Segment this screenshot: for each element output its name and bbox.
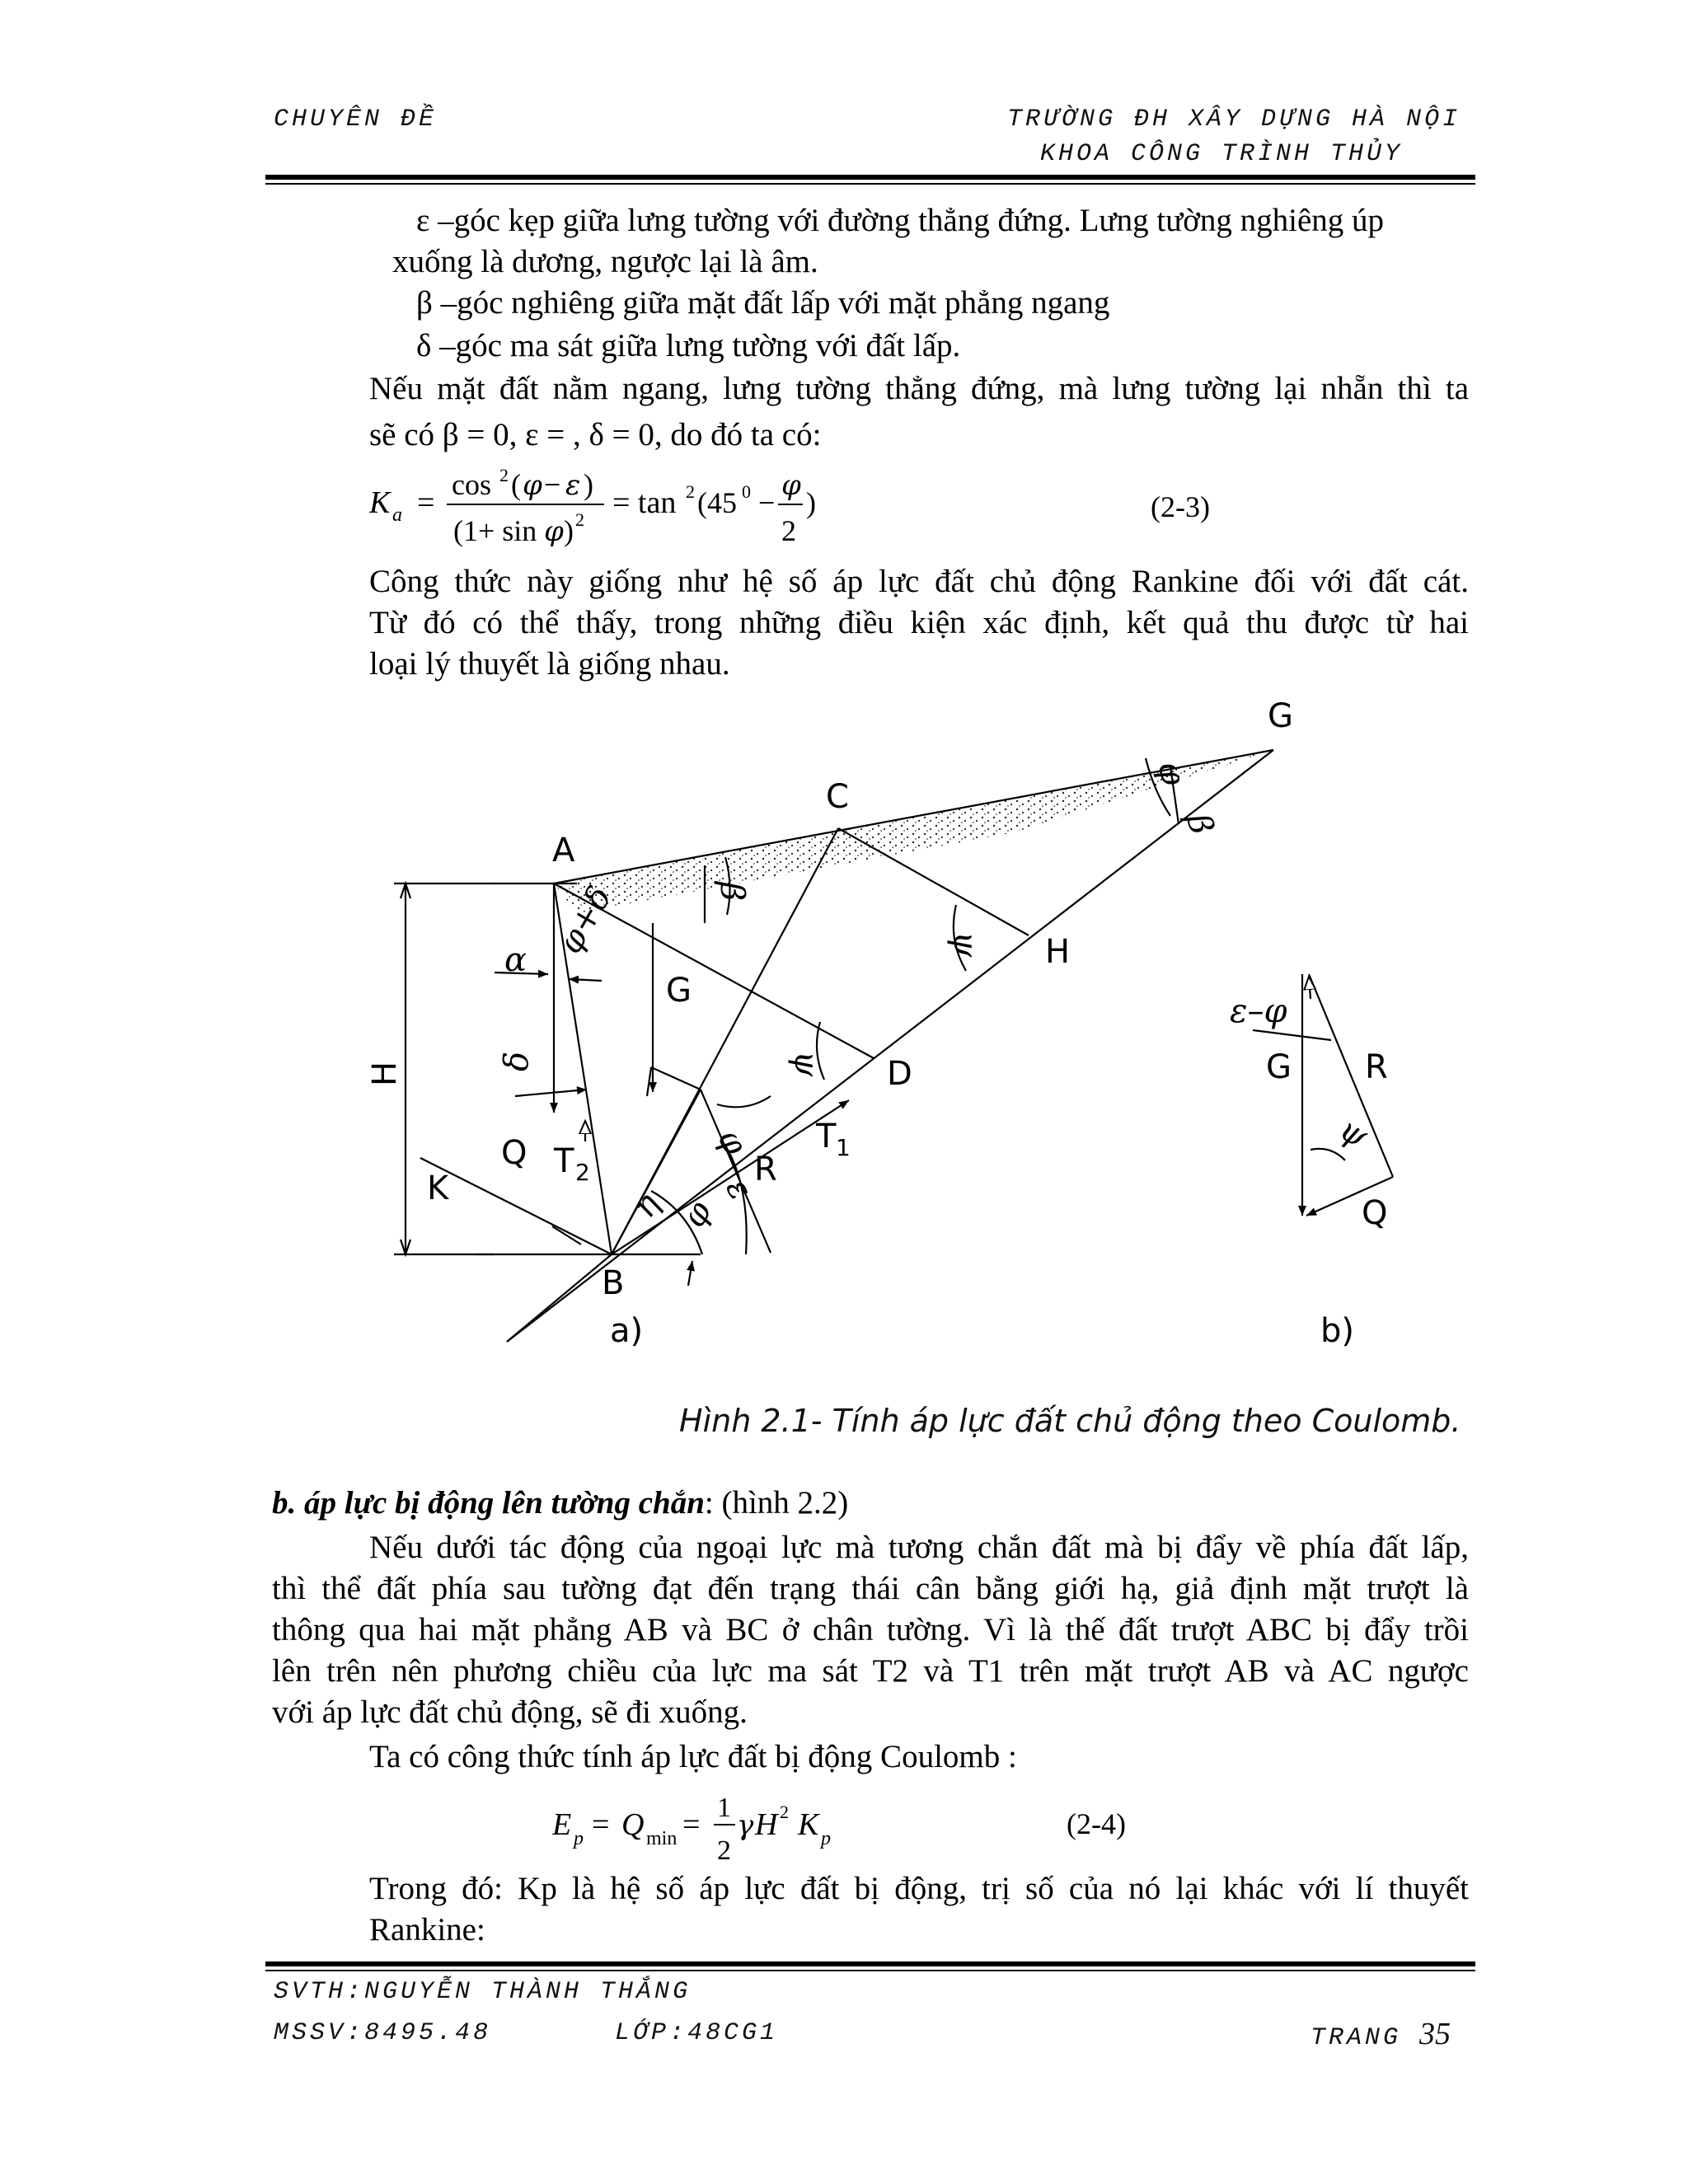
footer-page [1311,2016,1451,2052]
svg-text:): ) [564,514,574,547]
paragraph-5-line2: Rankine: [369,1912,485,1947]
footer-rule-thick [265,1961,1475,1966]
svg-text:φ: φ [523,469,542,502]
label-c: C [826,778,849,816]
footer-lop: LỚP:48CG1 [615,2019,779,2047]
label-t2-sub: 2 [575,1159,590,1186]
section-b-heading [272,1482,848,1525]
label-t2: T [554,1142,574,1180]
svg-text:): ) [584,468,593,501]
label-t1: T [816,1118,837,1155]
base-tick [552,1226,581,1244]
base-arrow-1 [688,1261,692,1286]
extension-line [507,1254,612,1342]
footer-page-label: TRANG [1311,2024,1402,2052]
def-epsilon-line2: xuống là dương, ngược lại là âm. [392,244,818,279]
equation-2-3-number: (2-3) [1151,490,1210,523]
b-eps-phi-line [1253,1030,1331,1040]
footer-mssv: MSSV:8495.48 [274,2019,492,2047]
label-phi-top: φ [1150,757,1193,790]
label-b: B [602,1264,625,1302]
b-apex-arrow [1309,977,1311,999]
svg-text:E: E [552,1807,572,1842]
label-eta: η [625,1186,668,1225]
paragraph-1-line2: sẽ có β = 0, ε = , δ = 0, do đó ta có: [369,417,822,452]
label-phi: φ [674,1194,720,1234]
paragraph-3-line5: với áp lực đất chủ động, sẽ đi xuống. [272,1694,748,1730]
svg-text:1: 1 [717,1793,731,1823]
b-label-psi: ψ [1333,1109,1375,1156]
svg-text:): ) [806,486,816,519]
footer-rule-thin [265,1970,1475,1971]
svg-text:2: 2 [686,481,695,502]
label-eps: ε [718,1172,760,1207]
svg-text:γ: γ [737,1809,754,1842]
svg-text:=: = [682,1807,701,1842]
label-sub-b: b) [1320,1312,1354,1350]
paragraph-5-line1: Trong đó: Kp là hệ số áp lực đất bị động, trị số của nó lại khác với lí thuyết [369,1871,1469,1906]
footer-page-number: 35 [1419,2017,1451,2051]
paragraph-3-line4: lên trên nên phương chiều của lực ma sát T2 và T1 trên mặt trượt AB và AC ngược [272,1653,1469,1689]
paragraph-4: Ta có công thức tính áp lực đất bị động Coulomb : [369,1739,1017,1774]
label-g-mid: G [666,972,692,1010]
svg-text:2: 2 [575,509,584,530]
svg-text:min: min [646,1828,678,1849]
svg-text:2: 2 [781,514,796,547]
label-h-dim: H [366,1061,404,1086]
svg-text:=: = [417,485,435,520]
r-line [612,1090,701,1254]
footer-student: SVTH:NGUYỄN THÀNH THẮNG [274,1978,692,2006]
paragraph-2-line1: Công thức này giống như hệ số áp lực đất chủ động Rankine đối với đất cát. [369,564,1469,599]
header-right-line2: KHOA CÔNG TRÌNH THỦY [1040,140,1404,168]
svg-text:H: H [755,1807,778,1842]
label-alpha: α [504,941,528,979]
alpha-arrow-2 [569,979,602,981]
label-d: D [887,1055,912,1093]
paragraph-1-line1: Nếu mặt đất nằm ngang, lưng tường thẳng đứng, mà lưng tường lại nhẵn thì ta [369,371,1469,406]
svg-text:K: K [798,1807,819,1842]
def-delta: δ –góc ma sát giữa lưng tường với đất lấp. [416,328,961,363]
svg-text:cos: cos [452,468,491,501]
svg-text:p: p [574,1828,584,1849]
paragraph-3-line1: Nếu dưới tác động của ngoại lực mà tương chắn đất mà bị đẩy về phía đất lấp, [369,1530,1469,1565]
def-epsilon-line1: ε –góc kẹp giữa lưng tường với đường thẳng đứng. Lưng tường nghiêng úp [416,203,1385,238]
b-label-r: R [1365,1048,1388,1086]
label-q: Q [501,1134,528,1172]
label-rho-top: β [1179,809,1221,838]
paragraph-3-line2: thì thể đất phía sau tường đạt đến trạng thái cân bằng giới hạ, giả định mặt trượt là [272,1571,1469,1606]
diagram-a [394,750,1273,1342]
svg-text:2: 2 [499,465,509,485]
t1-vector [612,1100,849,1254]
label-t1-sub: 1 [836,1134,851,1161]
label-psi-1: ψ [946,931,984,958]
svg-text:Q: Q [621,1807,645,1842]
b-psi-arc [1311,1149,1345,1160]
section-b-ref: : (hình 2.2) [704,1485,849,1521]
label-phi-delta: φ+δ [551,879,620,960]
equation-2-4-number: (2-4) [1067,1807,1126,1840]
label-phi-2: φ [710,1122,755,1162]
svg-text:p: p [821,1828,831,1849]
svg-text:(: ( [511,468,521,501]
phi-arc-2 [717,1096,771,1107]
section-b-title: b. áp lực bị động lên tường chắn [272,1485,705,1521]
force-line-2 [647,1067,651,1096]
label-g-top: G [1268,697,1293,735]
svg-text:= tan: = tan [612,485,677,520]
b-label-q: Q [1362,1194,1388,1232]
label-k: K [427,1169,449,1207]
svg-text:−: − [544,468,561,501]
label-beta: β [713,882,751,902]
label-h-point: H [1045,933,1071,971]
svg-text:2: 2 [780,1802,789,1822]
figure-caption: Hình 2.1- Tính áp lực đất chủ động theo Coulomb. [679,1403,1461,1439]
svg-text:ε: ε [565,469,581,502]
svg-text:0: 0 [742,481,751,502]
label-delta: δ [498,1051,536,1071]
svg-text:φ: φ [781,469,801,502]
svg-text:φ: φ [544,515,564,548]
label-a: A [552,832,575,869]
q-arrow [515,1090,587,1096]
svg-text:=: = [592,1807,610,1842]
b-label-eps-phi: ε–φ [1230,992,1287,1030]
header-rule-thin [265,183,1475,185]
paragraph-3-line3: thông qua hai mặt phẳng AB và BC ở chân tường. Vì là thế đất trượt ABC bị đẩy trồi [272,1612,1469,1647]
equation-2-4-formula [552,1780,898,1871]
equation-2-3-formula [369,462,946,560]
header-rule-thick [265,175,1475,180]
figure-2-1 [0,692,1688,1434]
svg-text:(1+ sin: (1+ sin [453,514,537,547]
force-line-1 [651,1067,701,1090]
b-label-g: G [1266,1048,1292,1086]
header-right-line1: TRƯỜNG ĐH XÂY DỰNG HÀ NỘI [1007,105,1461,134]
paragraph-2-line3: loại lý thuyết là giống nhau. [369,646,730,682]
header-left: CHUYÊN ĐỀ [274,105,438,134]
label-sub-a: a) [610,1312,644,1350]
svg-text:2: 2 [717,1835,731,1866]
svg-text:K: K [369,485,391,520]
diagram-a-labels [366,697,1293,1350]
def-beta: β –góc nghiêng giữa mặt đất lấp với mặt phẳng ngang [416,285,1110,321]
paragraph-2-line2: Từ đó có thể thấy, trong những điều kiện xác định, kết quả thu được từ hai [369,605,1469,640]
svg-text:a: a [392,504,402,526]
label-r: R [754,1151,777,1188]
label-psi-2: ψ [787,1051,825,1077]
diagram-b-labels [1230,992,1388,1350]
svg-text:−: − [758,486,776,519]
svg-text:(45: (45 [697,486,737,519]
